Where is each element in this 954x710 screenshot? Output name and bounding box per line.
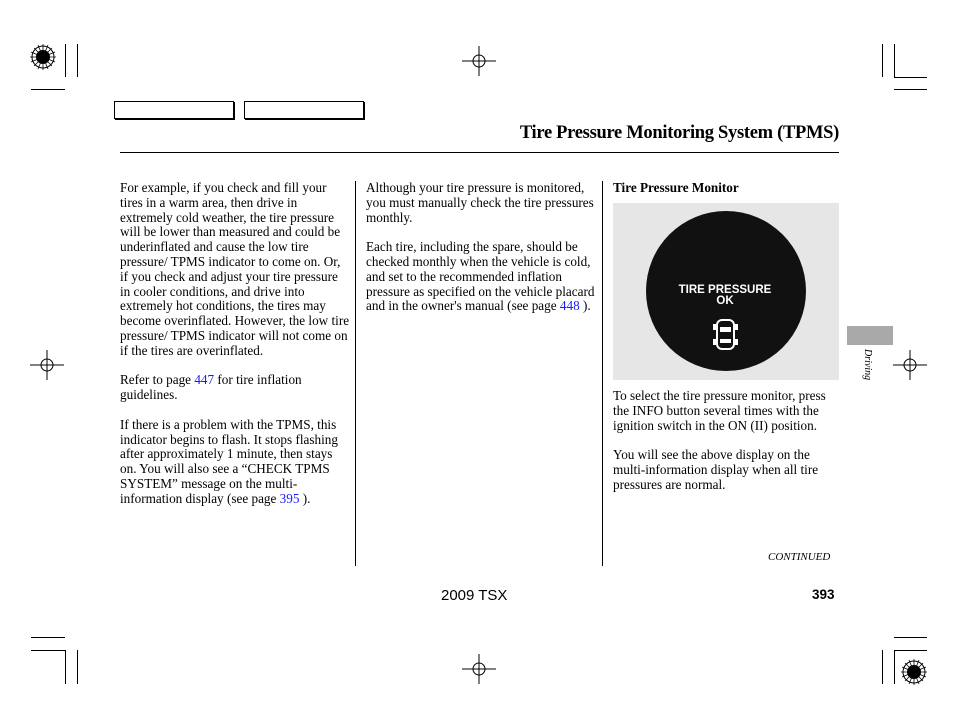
crosshair-icon: [30, 350, 64, 380]
paragraph: Although your tire pressure is monitored, you must manually check the tire pressures monthly.: [366, 180, 594, 225]
section-subhead: Tire Pressure Monitor: [613, 180, 739, 195]
paragraph: If there is a problem with the TPMS, this indicator begins to flash. It stops flashing after approximately 1 minute, then stays on. You will also see a “CHECK TPMS SYSTEM” message on the multi-information display (see page 395 ).: [120, 416, 338, 506]
title-rule: [120, 152, 839, 153]
paragraph: Each tire, including the spare, should be checked monthly when the vehicle is cold, and set to the recommended inflation pressure as specified on the vehicle placard and in the owner's manual (see page 448 ).: [366, 239, 595, 314]
column-divider: [602, 181, 603, 566]
text-column-1: [120, 181, 350, 521]
section-tab-label: Driving: [862, 349, 873, 381]
text-column-2: [366, 181, 596, 329]
paragraph: You will see the above display on the multi-information display when all tire pressures are normal.: [613, 447, 819, 492]
tpms-display-illustration: [613, 203, 839, 380]
continued-label: CONTINUED: [768, 551, 831, 563]
display-line-2: OK: [716, 295, 734, 307]
paragraph: For example, if you check and fill your tires in a warm area, then drive in extremely cold weather, the tire pressure will be lower than measured and could be underinflated and cause the low tire pressure/ TPMS indicator to come on. Or, if you check and adjust your tire pressure in cooler conditions, and drive into extremely hot conditions, the tires may become overinflated. However, the low tire pressure/ TPMS indicator will not come on if the tires are overinflated.: [120, 180, 350, 358]
paragraph: To select the tire pressure monitor, press the INFO button several times with the ignition switch in the ON (II) position.: [613, 388, 826, 433]
nav-tab-box[interactable]: [244, 101, 364, 119]
page-title: Tire Pressure Monitoring System (TPMS): [519, 123, 839, 143]
page-link[interactable]: 447: [194, 372, 215, 388]
paragraph: Refer to page 447 for tire inflation guidelines.: [120, 372, 302, 403]
registration-target-icon: [28, 42, 58, 72]
crosshair-icon: [462, 654, 496, 684]
registration-target-icon: [899, 657, 929, 687]
page-number: 393: [812, 587, 835, 602]
page-link[interactable]: 448: [559, 298, 580, 314]
crosshair-icon: [462, 46, 496, 76]
section-tab-marker[interactable]: [847, 326, 893, 345]
nav-tab-box[interactable]: [114, 101, 234, 119]
text-column-3: [613, 389, 841, 507]
page-link[interactable]: 395: [279, 490, 300, 506]
column-divider: [355, 181, 356, 566]
crosshair-icon: [893, 350, 927, 380]
footer-model: 2009 TSX: [441, 587, 508, 604]
display-line-1: TIRE PRESSURE: [678, 284, 772, 296]
